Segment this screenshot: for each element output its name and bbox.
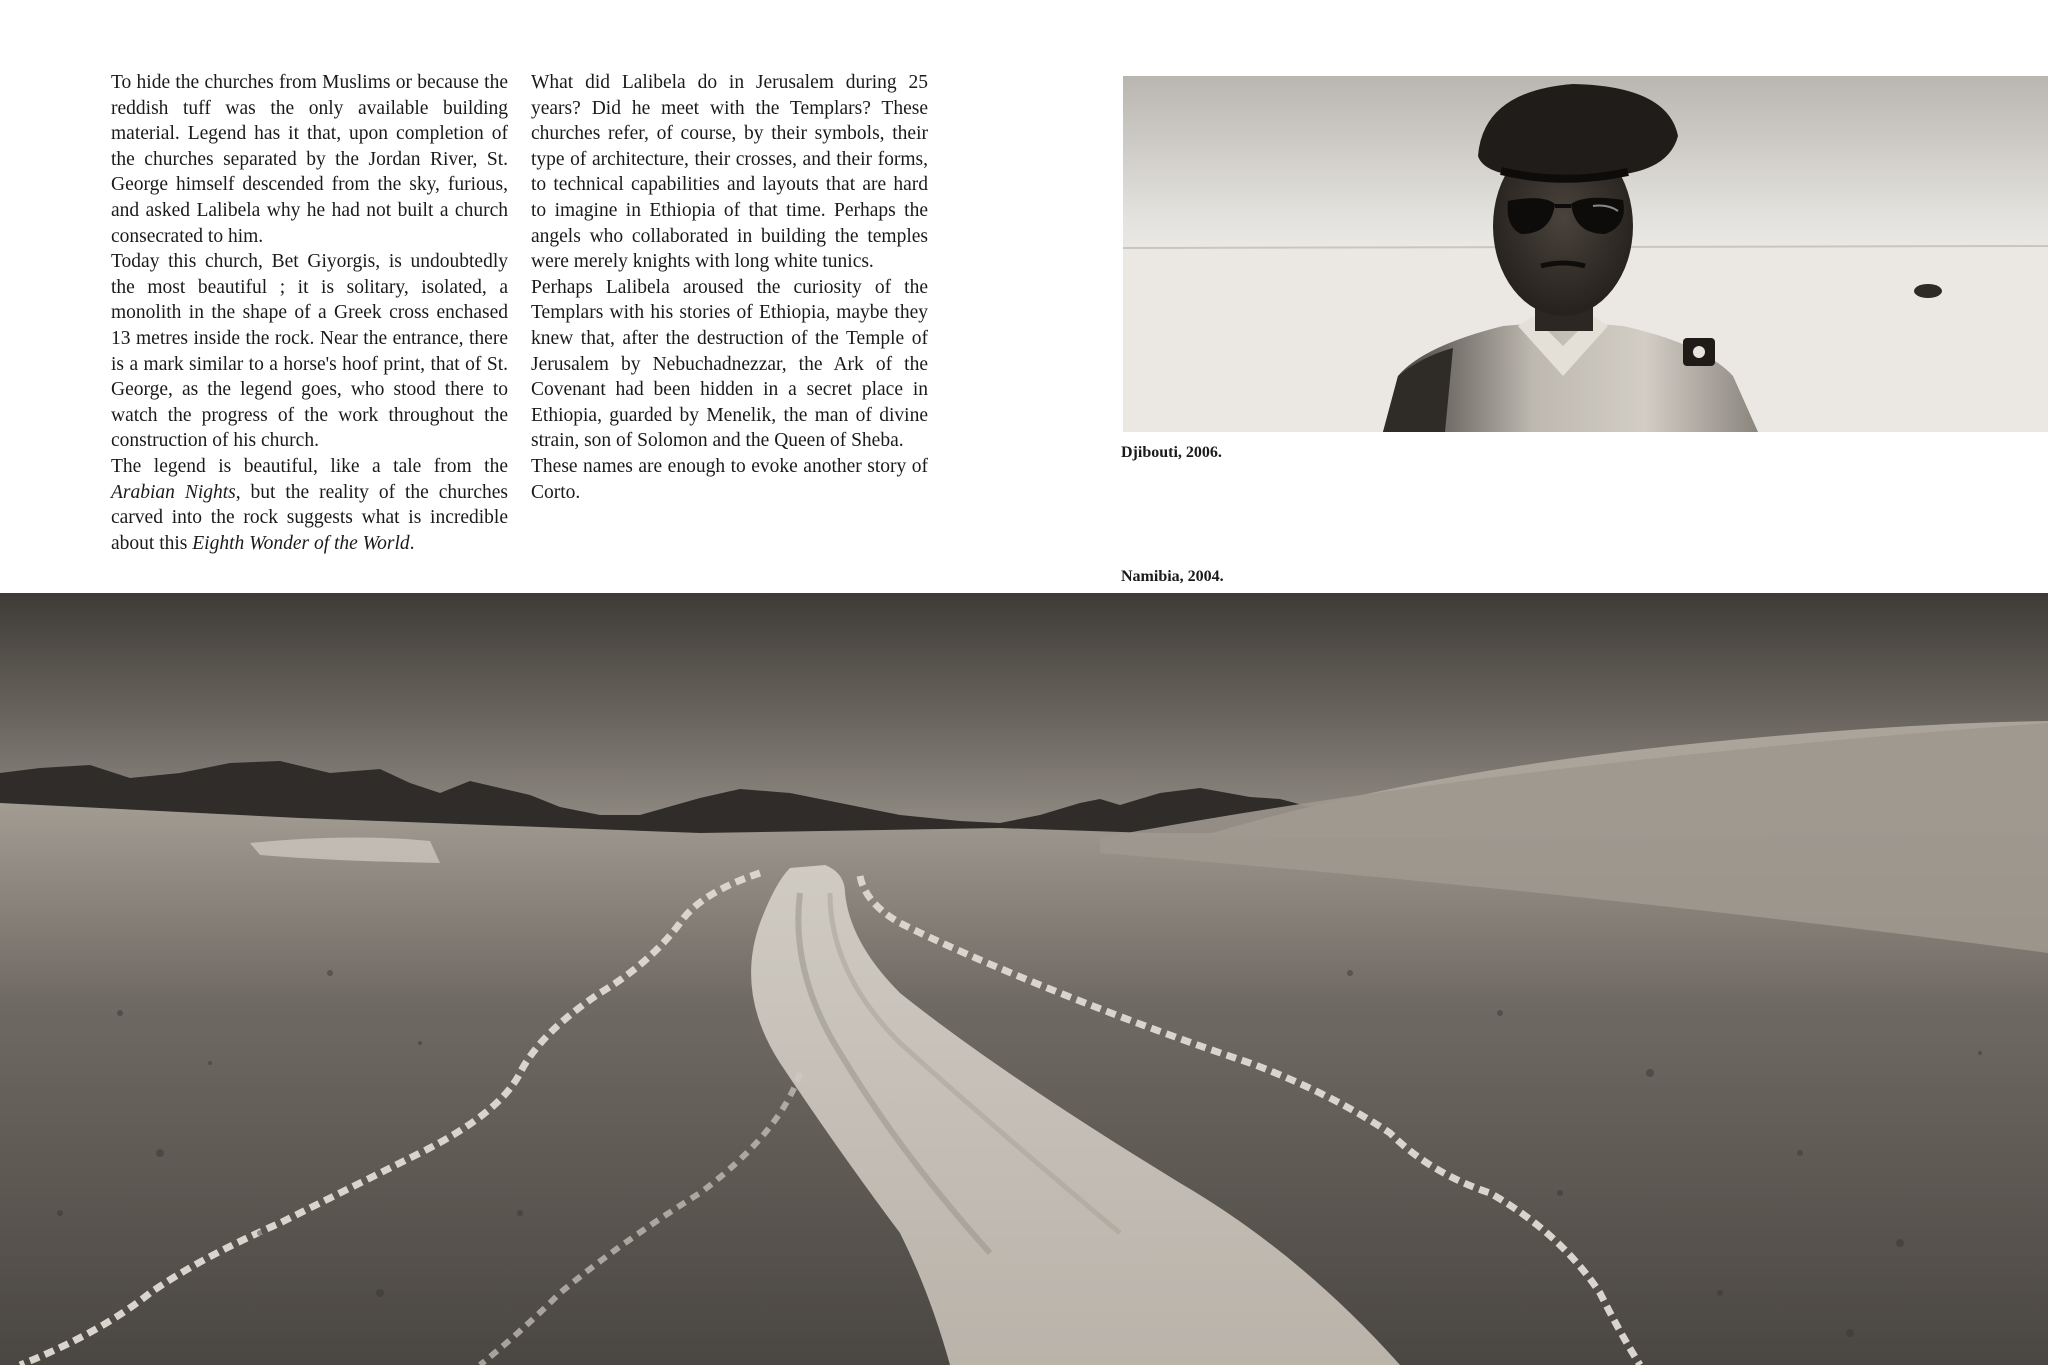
article-paragraph	[111, 249, 508, 454]
djibouti-portrait-photo	[1123, 76, 2048, 432]
paragraph-text: .	[409, 532, 415, 554]
paragraph-text: Today this church, Bet Giyorgis, is undoubtedly the most beautiful ; it is solitary, isolated, a monolith in the shape of a Greek cross enchased 13 metres inside the rock. Near the entrance, there is a mark similar to a horse's hoof print, that of St. George, as the legend goes, who stood there to watch the progress of the work throughout the construction of his church.	[111, 251, 508, 452]
article-paragraph	[111, 70, 508, 249]
italic-text: Arabian Nights	[111, 481, 236, 503]
paragraph-text: , but the reality of the churches carved into the rock suggests what is incredible about this	[111, 481, 508, 554]
namibia-caption: Namibia, 2004.	[1121, 568, 1224, 585]
article-column-left	[111, 70, 508, 556]
paragraph-text: What did Lalibela do in Jerusalem during 25 years? Did he meet with the Templars? These churches refer, of course, by their symbols, their type of architecture, their crosses, and their forms, to technical capabilities and layouts that are hard to imagine in Ethiopia of that time. Perhaps the angels who collaborated in building the temples were merely knights with long white tunics.	[531, 72, 928, 273]
paragraph-text: These names are enough to evoke another story of Corto.	[531, 455, 928, 503]
paragraph-text: The legend is beautiful, like a tale from the	[111, 455, 508, 477]
article-column-right	[531, 70, 928, 505]
paragraph-text: Perhaps Lalibela aroused the curiosity of the Templars with his stories of Ethiopia, maybe they knew that, after the destruction of the Temple of Jerusalem by Nebuchadnezzar, the Ark of the Covenant had been hidden in a secret place in Ethiopia, guarded by Menelik, the man of divine strain, son of Solomon and the Queen of Sheba.	[531, 276, 928, 452]
namibia-landscape-photo	[0, 593, 2048, 1365]
article-paragraph	[531, 275, 928, 454]
paragraph-text: To hide the churches from Muslims or because the reddish tuff was the only available building material. Legend has it that, upon completion of the churches separated by the Jordan River, St. George himself descended from the sky, furious, and asked Lalibela why he had not built a church consecrated to him.	[111, 72, 508, 247]
article-paragraph	[111, 454, 508, 556]
article-paragraph	[531, 70, 928, 275]
article-paragraph	[531, 454, 928, 505]
djibouti-caption: Djibouti, 2006.	[1121, 444, 1222, 461]
italic-text: Eighth Wonder of the World	[192, 532, 410, 554]
